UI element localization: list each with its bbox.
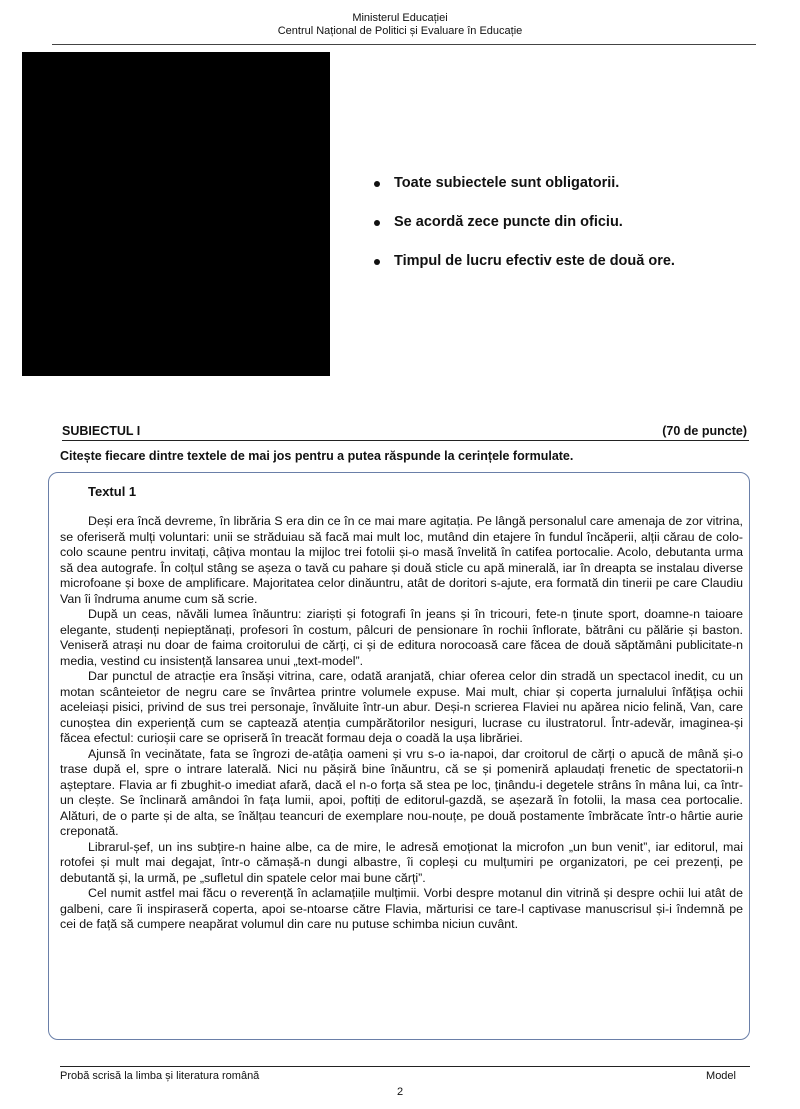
page-number: 2 xyxy=(396,1086,404,1098)
subject-title: SUBIECTUL I xyxy=(62,424,141,438)
paragraph: Ajunsă în vecinătate, fata se îngrozi de-atâția oameni și vru s-o ia-napoi, dar croitorul de cărți o apucă de mână și-o trase după el, spre o intrare laterală. Nici nu pășiră bine înăuntru, că se și pomeniră aplaudați frenetic de spectatorii-n așteptare. Flavia ar fi zbughit-o imediat afară, dacă el n-o forța să stea pe loc, ținându-i degetele strâns în mâna lui, ca într-un clește. Se înclinară amândoi în fața lumii, apoi, poftiți de editorul-gazdă, se așezară în fotolii, la masa cea portocalie. Alături, de o parte și de alta, se înălțau teancuri de exemplare nou-nouțe, pe două postamente îmbrăcate într-o hârtie aurie creponată. xyxy=(60,746,743,838)
paragraph: Deși era încă devreme, în librăria S era din ce în ce mai mare agitația. Pe lângă personalul care amenaja de zor vitrina, se oferiseră mulți voluntari: unii se străduiau să facă mai mult loc, mutând din etajere în fundul încăperii, alții cărau de colo-colo scaune pentru invitați, câțiva montau la mijloc trei fotolii și-o masă învelită în catifea portocalie. Acolo, debutanta urma să dea autografe. În colțul stâng se așeza o tavă cu pahare și două sticle cu apă minerală, iar în dreapta se instalau diverse microfoane și boxe de amplificare. Majoritatea celor dinăuntru, atât de doritori s-ajute, era formată din tinerii pe care Claudiu Van îi îndruma anume cum să scrie. xyxy=(60,514,743,606)
center-name: Centrul Național de Politici și Evaluare în Educație xyxy=(277,25,523,37)
ministry-name: Ministerul Educației xyxy=(352,12,448,24)
paragraph: Librarul-șef, un ins subțire-n haine albe, ca de mire, le adresă emoționat la microfon „un bun venit”, iar editorul, mai rotofei și mult mai degajat, într-o cămașă-n dungi albastre, îi copleși cu mulțumiri pe organizatori, pe cei prezenți, pe debutantă și, la urmă, pe „sufletul din spatele celor mai bune cărți”. xyxy=(60,839,743,885)
header-divider xyxy=(52,44,756,45)
subject-points: (70 de puncte) xyxy=(662,424,747,438)
bullet-icon xyxy=(374,220,380,226)
rule-text: Timpul de lucru efectiv este de două ore. xyxy=(394,253,675,269)
text-title: Textul 1 xyxy=(88,484,137,499)
subject-heading xyxy=(62,424,749,441)
exam-rules-list xyxy=(372,175,675,292)
paragraph: Dar punctul de atracție era însăși vitrina, care, odată aranjată, chiar oferea celor din stradă un spectacol inedit, cu un motan scânteietor de negru care se învârtea printre volumele expuse. Mai mult, chiar și coperta jurnalului înfățișa ochii aceleiași pisici, privind de sus trei personaje, învăluite într-un abur. Deși-n scrierea Flaviei nu apărea nicio felină, Van, care cunoștea din experiență cum se captează atenția cumpărătorilor nesiguri, lucrase cu ilustratorul. Într-adevăr, imaginea-și făcea efectul: curioșii care se opriseră în treacăt formau deja o coadă la ușa librăriei. xyxy=(60,669,743,745)
rule-text: Se acordă zece puncte din oficiu. xyxy=(394,214,623,230)
rule-item xyxy=(372,214,675,253)
paragraph: După un ceas, năvăli lumea înăuntru: ziariști și fotografi în jeans și în tricouri, fete-n ținute sport, doamne-n taioare elegante, studenți nepieptănați, profesori în costum, pâlcuri de pensionare în rochii înflorate, bătrâni cu pălărie și baston. Veniseră atrași nu doar de faima croitorului de cărți, ci și de editura norocoasă care făcea de două săptămâni publicitate-n media, vestind cu insistență lansarea unui „text-model”. xyxy=(60,607,743,668)
rule-item xyxy=(372,175,675,214)
footer-divider xyxy=(60,1066,750,1067)
paragraph: Cel numit astfel mai făcu o reverență în aclamațiile mulțimii. Vorbi despre motanul din vitrină și despre ochii lui atât de galbeni, care îi inspiraseră coperta, apoi se-ntoarse către Flavia, mărturisi ce tare-l captivase manuscrisul și-i îndemnă pe cei de față să cumpere neapărat volumul din care nu putuse schimba niciun cuvânt. xyxy=(60,886,743,931)
footer-exam-name: Probă scrisă la limba și literatura română xyxy=(60,1070,260,1082)
document-header xyxy=(0,12,800,38)
redacted-block xyxy=(22,52,330,376)
bullet-icon xyxy=(374,181,380,187)
instruction-text: Citește fiecare dintre textele de mai jos pentru a putea răspunde la cerințele formulate. xyxy=(60,449,574,463)
rule-item xyxy=(372,253,675,292)
bullet-icon xyxy=(374,259,380,265)
footer-model-label: Model xyxy=(706,1070,736,1082)
rule-text: Toate subiectele sunt obligatorii. xyxy=(394,175,620,191)
text-body xyxy=(60,514,743,933)
